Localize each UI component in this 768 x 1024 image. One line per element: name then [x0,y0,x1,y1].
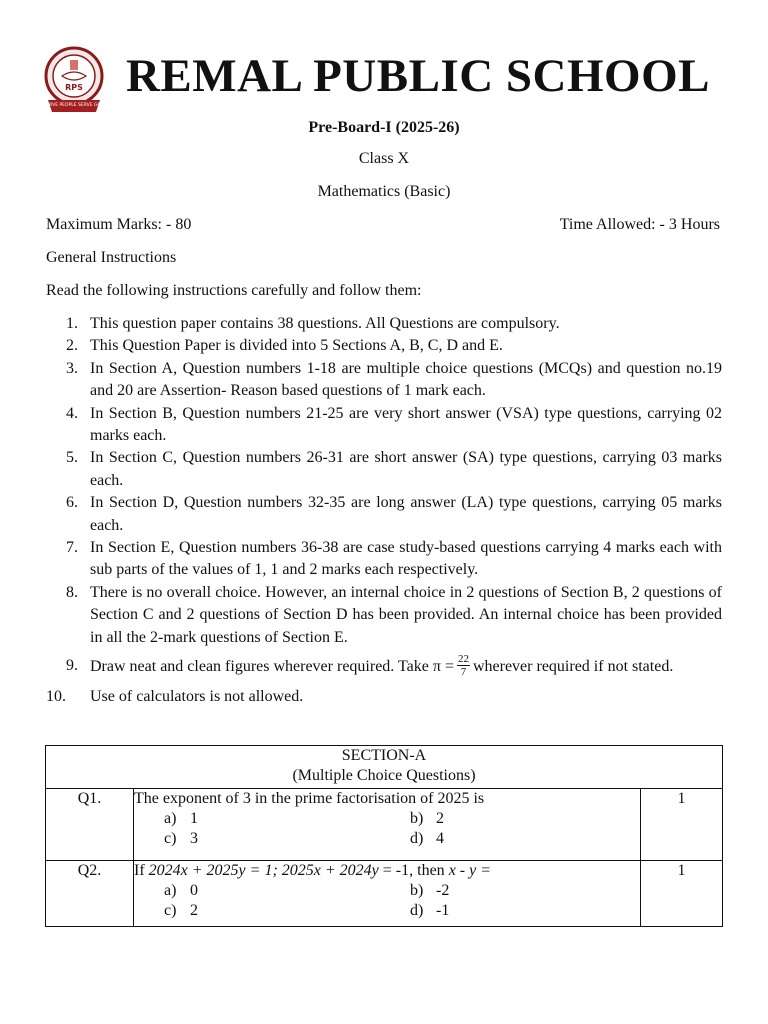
logo-letters: RPS [65,83,83,92]
instruction-item: 4. In Section B, Question numbers 21-25 are very short answer (VSA) type questions, carrying 02 marks each. [66,404,722,445]
option-a: a) 1 [164,810,198,827]
option-c: c) 2 [164,902,198,919]
school-logo [44,46,104,126]
question-text: If 2024x + 2025y = 1; 2025x + 2024y = -1, then x - y = [134,862,492,879]
question-marks: 1 [641,861,723,927]
instruction-item: 8. There is no overall choice. However, an internal choice in 2 questions of Section B, 2 questions of Section C and 2 questions of Section D has been provided. An internal choice has been provided in all the 2-mark questions of Section E. [66,583,722,646]
subject-label: Mathematics (Basic) [317,183,451,200]
school-name: REMAL PUBLIC SCHOOL [125,50,711,102]
option-d: d) -1 [410,902,450,919]
instructions-list [46,313,722,709]
option-d: d) 4 [410,830,444,847]
options [134,881,640,921]
question-number: Q1. [46,789,134,861]
instruction-item: 9. Draw neat and clean figures wherever required. Take π = $\frac{22}{7}$ wherever required if not stated. [66,653,674,679]
question-body [134,861,641,927]
max-marks: Maximum Marks: - 80 [46,216,192,233]
pi-fraction: $\frac{22}{7}$ [457,653,469,679]
section-header [46,746,723,789]
option-b: b) -2 [410,882,450,899]
section-title: SECTION-A [341,747,427,764]
class-label: Class X [358,150,410,167]
question-row [46,861,723,927]
section-a-table [45,745,723,927]
option-c: c) 3 [164,830,198,847]
instruction-item: 2. This Question Paper is divided into 5 Sections A, B, C, D and E. [66,337,503,355]
read-instructions: Read the following instructions carefully and follow them: [46,282,422,299]
question-text: The exponent of 3 in the prime factorisation of 2025 is [134,790,485,807]
general-instructions-heading: General Instructions [46,249,177,266]
option-a: a) 0 [164,882,198,899]
question-marks: 1 [641,789,723,861]
instruction-item: 7. In Section E, Question numbers 36-38 are case study-based questions carrying 4 marks each with sub parts of the values of 1, 1 and 2 marks each respectively. [66,539,722,579]
instruction-item: 1. This question paper contains 38 questions. All Questions are compulsory. [66,315,560,332]
exam-title: Pre-Board-I (2025-26) [308,119,460,136]
question-body [134,789,641,861]
instruction-item: 10. Use of calculators is not allowed. [46,688,304,706]
question-row [46,789,723,861]
time-allowed: Time Allowed: - 3 Hours [559,216,720,233]
options [134,809,640,849]
logo-motto: SERVE PEOPLE SERVE GOD [44,103,104,108]
section-subtitle: (Multiple Choice Questions) [292,767,476,784]
instruction-item: 6. In Section D, Question numbers 32-35 are long answer (LA) type questions, carrying 05 marks each. [66,494,722,534]
instruction-item: 5. In Section C, Question numbers 26-31 are short answer (SA) type questions, carrying 03 marks each. [66,449,722,489]
question-number: Q2. [46,861,134,927]
instruction-item: 3. In Section A, Question numbers 1-18 are multiple choice questions (MCQs) and question no.19 and 20 are Assertion- Reason based questions of 1 mark each. [66,359,722,400]
option-b: b) 2 [410,810,444,827]
